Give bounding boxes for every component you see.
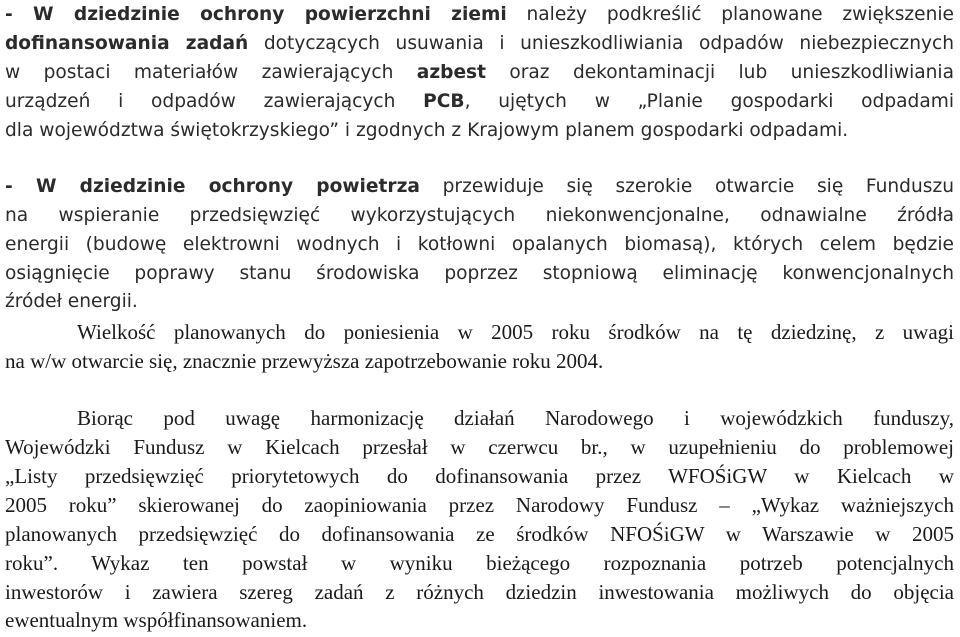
text-span: urządzeń i odpadów zawierających [5, 91, 424, 112]
text-span: przewiduje się szerokie otwarcie się Funduszu [419, 176, 954, 197]
text-line: Wojewódzki Fundusz w Kielcach przesłał w czerwcu br., w uzupełnieniu do problemowej [5, 435, 954, 459]
bold-phrase: - W dziedzinie ochrony powierzchni ziemi [5, 4, 507, 25]
text-line [5, 88, 954, 116]
text-span: dla województwa świętokrzyskiego” i zgodnych z Krajowym planem gospodarki odpadami. [5, 120, 849, 141]
text-line [5, 30, 954, 58]
text-span: energii (budowę elektrowni wodnych i kotłowni opalanych biomasą), których celem będzie [5, 234, 954, 255]
text-line [5, 260, 954, 288]
text-span: , ujętych w „Planie gospodarki odpadami [464, 91, 954, 112]
text-span: dotyczących usuwania i unieszkodliwiania odpadów niebezpiecznych [248, 33, 954, 54]
text-span: w postaci materiałów zawierających [5, 62, 417, 83]
text-line: na w/w otwarcie się, znacznie przewyższa zapotrzebowanie roku 2004. [5, 349, 604, 373]
text-line: 2005 roku” skierowanej do zaopiniowania przez Narodowy Fundusz – „Wykaz ważniejszych [5, 493, 954, 517]
bold-phrase: azbest [416, 62, 487, 83]
text-line: „Listy przedsięwzięć priorytetowych do dofinansowania przez WFOŚiGW w Kielcach w [5, 464, 954, 488]
bold-phrase: dofinansowania zadań [5, 33, 249, 54]
text-span: osiągnięcie poprawy stanu środowiska poprzez stopniową eliminację konwencjonalnych [5, 263, 954, 284]
text-line [5, 288, 954, 316]
text-span: należy podkreślić planowane zwiększenie [506, 4, 954, 25]
text-span: źródeł energii. [5, 291, 138, 312]
text-line [5, 173, 954, 201]
text-line [5, 231, 954, 259]
text-line [5, 202, 954, 230]
text-line: ewentualnym współfinansowaniem. [5, 608, 308, 632]
text-span: na wspieranie przedsięwzięć wykorzystujących niekonwencjonalne, odnawialne źródła [5, 205, 954, 226]
text-line [5, 59, 954, 87]
bold-phrase: PCB [423, 91, 465, 112]
text-line: Wielkość planowanych do poniesienia w 2005 roku środków na tę dziedzinę, z uwagi [77, 320, 954, 344]
text-line [5, 117, 954, 145]
text-line: inwestorów i zawiera szereg zadań z różnych dziedzin inwestowania możliwych do objęcia [5, 580, 954, 604]
bold-phrase: - W dziedzinie ochrony powietrza [5, 176, 420, 197]
text-line: planowanych przedsięwzięć do dofinansowania ze środków NFOŚiGW w Warszawie w 2005 [5, 522, 954, 546]
text-line: Biorąc pod uwagę harmonizację działań Narodowego i wojewódzkich funduszy, [77, 406, 954, 430]
text-span: oraz dekontaminacji lub unieszkodliwiania [486, 62, 954, 83]
text-line [5, 1, 954, 29]
text-line: roku”. Wykaz ten powstał w wyniku bieżącego rozpoznania potrzeb potencjalnych [5, 551, 954, 575]
